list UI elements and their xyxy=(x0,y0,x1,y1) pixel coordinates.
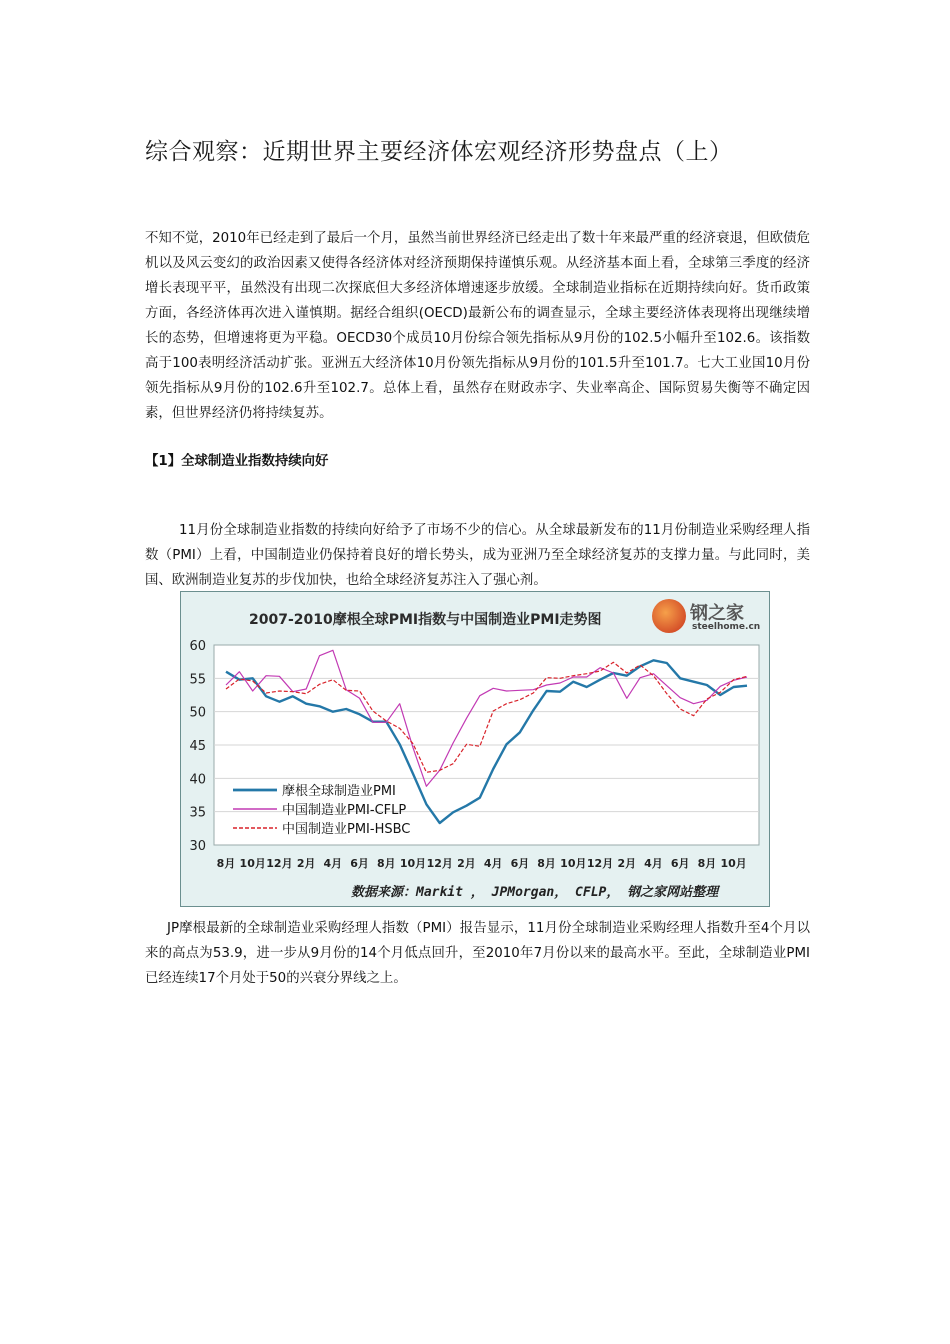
x-tick-label: 6月 xyxy=(510,857,530,870)
legend-label-3: 中国制造业PMI-HSBC xyxy=(282,822,411,837)
x-tick-label: 8月 xyxy=(537,857,556,870)
y-tick-label: 35 xyxy=(189,805,206,821)
x-tick-label: 12月 xyxy=(266,857,293,870)
y-tick-label: 45 xyxy=(189,739,206,754)
x-tick-label: 4月 xyxy=(644,857,663,870)
x-tick-label: 10月 xyxy=(399,857,427,870)
page-title: 综合观察：近期世界主要经济体宏观经济形势盘点（上） xyxy=(145,139,733,165)
steelhome-logo xyxy=(652,597,764,637)
logo-chinese-text: 钢之家 xyxy=(690,603,744,624)
y-tick-label: 55 xyxy=(189,672,206,688)
x-tick-label: 12月 xyxy=(586,857,614,870)
y-tick-label: 60 xyxy=(189,639,206,654)
x-tick-label: 2月 xyxy=(457,857,476,870)
x-tick-label: 10月 xyxy=(560,857,587,870)
pmi-chart-svg xyxy=(181,592,771,908)
x-tick-label: 2月 xyxy=(617,857,637,870)
logo-english-text: steelhome.cn xyxy=(692,622,761,632)
x-tick-label: 8月 xyxy=(697,857,717,870)
x-tick-label: 2月 xyxy=(296,857,316,870)
legend-label-1: 摩根全球制造业PMI xyxy=(282,784,396,799)
legend-label-2: 中国制造业PMI-CFLP xyxy=(282,803,407,818)
x-tick-label: 10月 xyxy=(720,857,747,870)
chart-title: 2007-2010摩根全球PMI指数与中国制造业PMI走势图 xyxy=(249,612,602,628)
x-tick-label: 6月 xyxy=(350,857,369,870)
x-tick-label: 10月 xyxy=(239,857,266,870)
x-tick-label: 4月 xyxy=(323,857,343,870)
y-tick-label: 30 xyxy=(189,839,206,854)
x-tick-label: 8月 xyxy=(216,857,236,870)
chart-source: 数据来源：Markit ， JPMorgan， CFLP， 钢之家网站整理 xyxy=(351,885,719,900)
intro-paragraph: 不知不觉，2010年已经走到了最后一个月，虽然当前世界经济已经走出了数十年来最严重的经济衰退，但欧债危机以及风云变幻的政治因素又使得各经济体对经济预期保持谨慎乐观。从经济基本面上看，全球第三季度的经济增长表现平平，虽然没有出现二次探底但大多经济体增速逐步放缓。全球制造业指标在近期持续向好。货币政策方面，各经济体再次进入谨慎期。据经合组织(OECD)最新公布的调查显示，全球主要经济体表现将出现继续增长的态势，但增速将更为平稳。OECD30个成员10月份综合领先指标从9月份的102.5小幅升至102.6。该指数高于100表明经济活动扩张。亚洲五大经济体10月份领先指标从9月份的101.5升至101.7。七大工业国10月份领先指标从9月份的102.6升至102.7。总体上看，虽然存在财政赤字、失业率高企、国际贸易失衡等不确定因素，但世界经济仍将持续复苏。 xyxy=(145,231,810,421)
jpm-paragraph: JP摩根最新的全球制造业采购经理人指数（PMI）报告显示，11月份全球制造业采购经理人指数升至4个月以来的高点为53.9，进一步从9月份的14个月低点回升，至2010年7月份以来的最高水平。至此，全球制造业PMI已经连续17个月处于50的兴衰分界线之上。 xyxy=(145,921,810,986)
y-tick-label: 40 xyxy=(189,772,206,788)
x-tick-label: 12月 xyxy=(426,857,453,870)
steelhome-logo-mark-icon xyxy=(652,599,686,633)
pmi-paragraph: 11月份全球制造业指数的持续向好给予了市场不少的信心。从全球最新发布的11月份制造业采购经理人指数（PMI）上看，中国制造业仍保持着良好的增长势头，成为亚洲乃至全球经济复苏的支撑力量。与此同时，美国、欧洲制造业复苏的步伐加快，也给全球经济复苏注入了强心剂。 xyxy=(145,523,810,588)
section-heading: 【1】全球制造业指数持续向好 xyxy=(145,454,329,469)
x-tick-label: 6月 xyxy=(670,857,690,870)
y-tick-label: 50 xyxy=(189,705,206,721)
x-tick-label: 4月 xyxy=(483,857,503,870)
pmi-chart xyxy=(180,591,770,907)
x-tick-label: 8月 xyxy=(376,857,396,870)
